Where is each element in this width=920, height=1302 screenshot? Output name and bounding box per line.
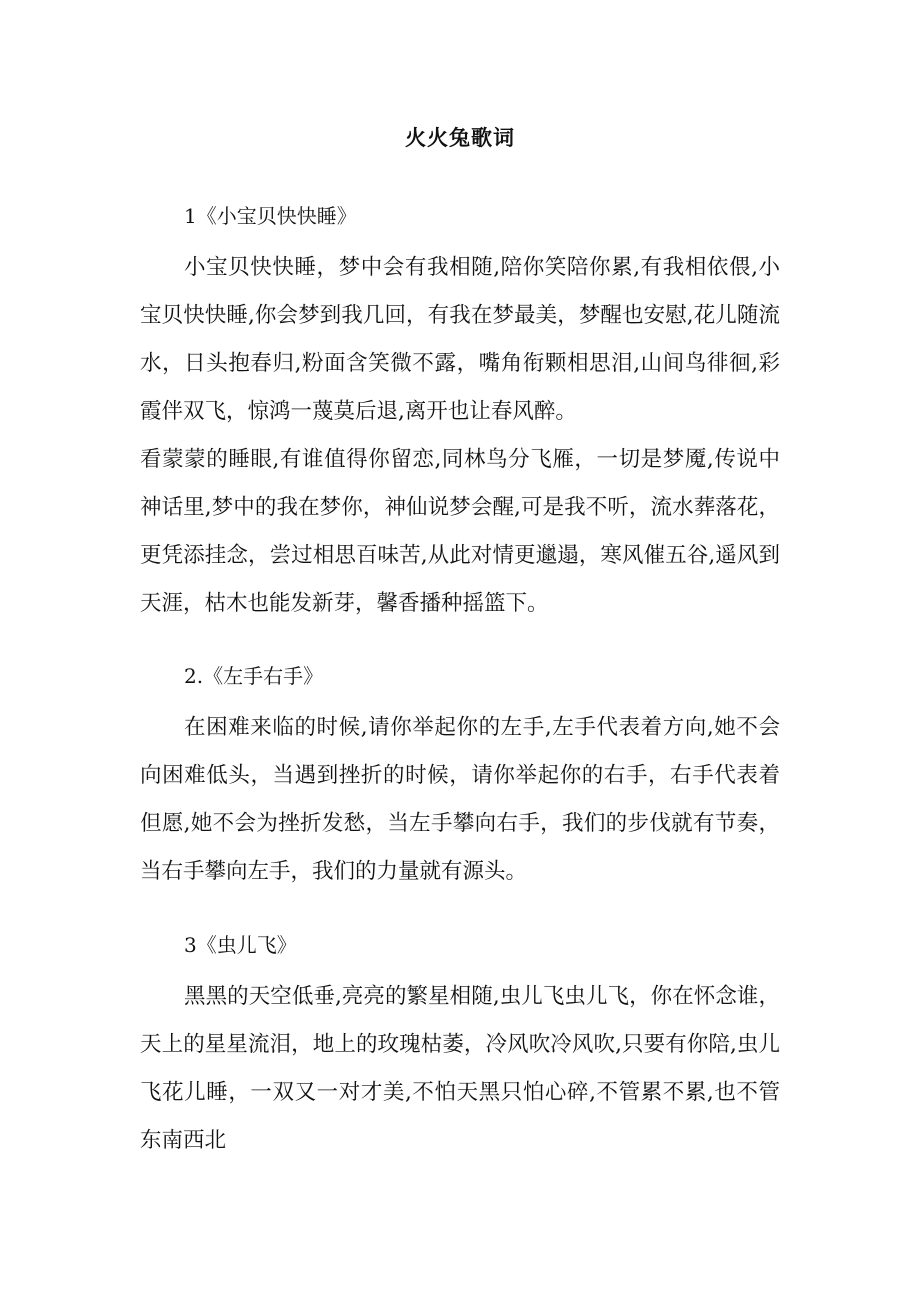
lyrics-paragraph: 黑黑的天空低垂,亮亮的繁星相随,虫儿飞虫儿飞，你在怀念谁，天上的星星流泪，地上的玫瑰枯萎，冷风吹冷风吹,只要有你陪,虫儿飞花儿睡，一双又一对才美,不怕天黑只怕心碎,不管累不累,也不管东南西北 bbox=[140, 984, 780, 1153]
lyrics-paragraph: 在困难来临的时候,请你举起你的左手,左手代表着方向,她不会向困难低头，当遇到挫折的时候，请你举起你的右手，右手代表着但愿,她不会为挫折发愁，当左手攀向右手，我们的步伐就有节奏，当右手攀向左手，我们的力量就有源头。 bbox=[140, 715, 780, 884]
song-section bbox=[140, 661, 780, 896]
song-heading: 2.《左手右手》 bbox=[184, 664, 324, 688]
song-heading: 3《虫儿飞》 bbox=[184, 933, 297, 957]
lyrics-paragraph: 小宝贝快快睡，梦中会有我相随,陪你笑陪你累,有我相依偎,小宝贝快快睡,你会梦到我几回，有我在梦最美，梦醒也安慰,花儿随流水，日头抱春归,粉面含笑微不露，嘴角衔颗相思泪,山间鸟徘徊,彩霞伴双飞，惊鸿一蔑莫后退,离开也让春风醉。 bbox=[140, 255, 780, 424]
lyrics-paragraph: 看蒙蒙的睡眼,有谁值得你留恋,同林鸟分飞雁，一切是梦魇,传说中神话里,梦中的我在梦你，神仙说梦会醒,可是我不听，流水葬落花，更凭添挂念，尝过相思百味苦,从此对情更邋遢，寒风催五谷,遥风到天涯，枯木也能发新芽，馨香播种摇篮下。 bbox=[140, 447, 780, 616]
song-section bbox=[140, 930, 780, 1165]
document-title: 火火兔歌词 bbox=[405, 125, 515, 150]
song-section bbox=[140, 201, 780, 628]
song-heading: 1《小宝贝快快睡》 bbox=[184, 204, 357, 228]
